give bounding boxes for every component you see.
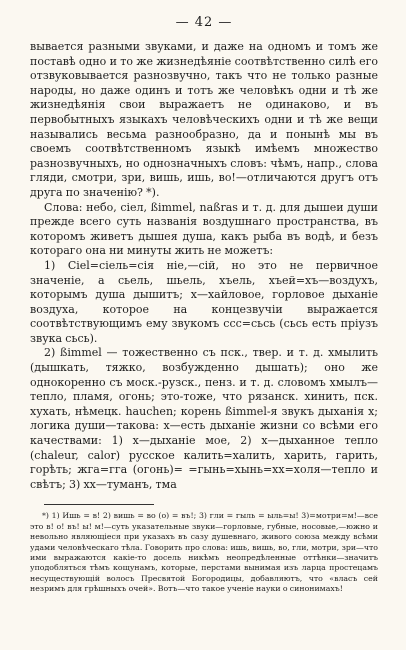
footnote-divider — [44, 504, 154, 505]
paragraph-4: 2) ßimmel — тожественно съ пск., твер. и т. д. хмылить (дышкать, тяжко, возбужденно дышать); оно же однокоренно съ моск.-рузск., пенз. и т. д. словомъ хмылъ—тепло, пламя, огонь; это-тоже, что рязанск. хинить, пск. хухать, нѣмецк. hauchen; корень ßimmel-я звукъ дыханія х; логика души—такова: х—есть дыханіе жизни со всѣми его качествами: 1) х—дыханіе мое, 2) х—дыханное тепло (chaleur, calor) русское калить=халить, харить, гарить, горѣть; жга=гга (огонь)= =гынь=хынь=хх=холя—тепло и свѣтъ; 3) хх—туманъ, тма — [30, 346, 378, 491]
page-number: — 42 — — [175, 15, 233, 30]
main-text — [30, 40, 378, 492]
paragraph-2: Слова: небо, сiел, ßimmel, naßras и т. д. для дышеи души прежде всего суть названія воздушнаго пространства, въ которомъ живетъ дышея душа, какъ рыба въ водѣ, и безъ котораго она ни минуты жить не можетъ: — [30, 200, 378, 258]
footnote: *) 1) Ишь = в! 2) вишь = во (о) = въ!; 3) гли = гыль = ыль=ы! 3)=мотри=м!—все это в! о! въ! ы! м!—суть указательные звуки—горловые, губные, носовые,—южно и невольно являющіеся при указахъ въ сазу душевнаго, живого союза между всѣми удами человѣческаго тѣла. Говорить про слова: ишь, вишь, во, гли, мотри, зри—что ими выражаются какіе-то досель никѣмъ неопредѣленные оттѣнки—значитъ уподобляться тѣмъ кощунамъ, которые, перстами вынимая изъ ларца простецамъ несуществующій волосъ Пресвятой Богородицы, добавляютъ, что «власъ сей незримъ для грѣшныхъ очей». Вотъ—что такое ученіе науки о синонимахъ! — [30, 511, 378, 594]
paragraph-3: 1) Ciel=сiель=сiя нiе,—сiй, но это не первичное значеніе, а сьель, шьель, хъель, хъей=хъ—воздухъ, которымъ душа дышитъ; х—хайловое, горловое дыханіе воздуха, которое на концезвучіи выражается соотвѣтствующимъ ему звукомъ ссс=сьсь (сьсь есть пріузъ звука сьсь). — [30, 258, 378, 345]
paragraph-1: вывается разными звуками, и даже на одномъ и томъ же поставѣ одно и то же жизнедѣянiе соотвѣтственно силѣ его отзвуковывается разнозвучно, такъ что не только разные народы, но даже одинъ и тотъ же человѣкъ одни и тѣ же жизнедѣянія свои выражаетъ не одинаково, и въ первобытныхъ языкахъ человѣческихъ одни и тѣ же вещи назывались весьма разнообразно, да и понынѣ мы въ своемъ соотвѣтственномъ языкѣ имѣемъ множество разнозвучныхъ, но однозначныхъ словъ: чѣмъ, напр., слова гляди, смотри, зри, вишь, ишь, во!—отличаются другъ отъ друга по значенію? *). — [30, 40, 378, 199]
